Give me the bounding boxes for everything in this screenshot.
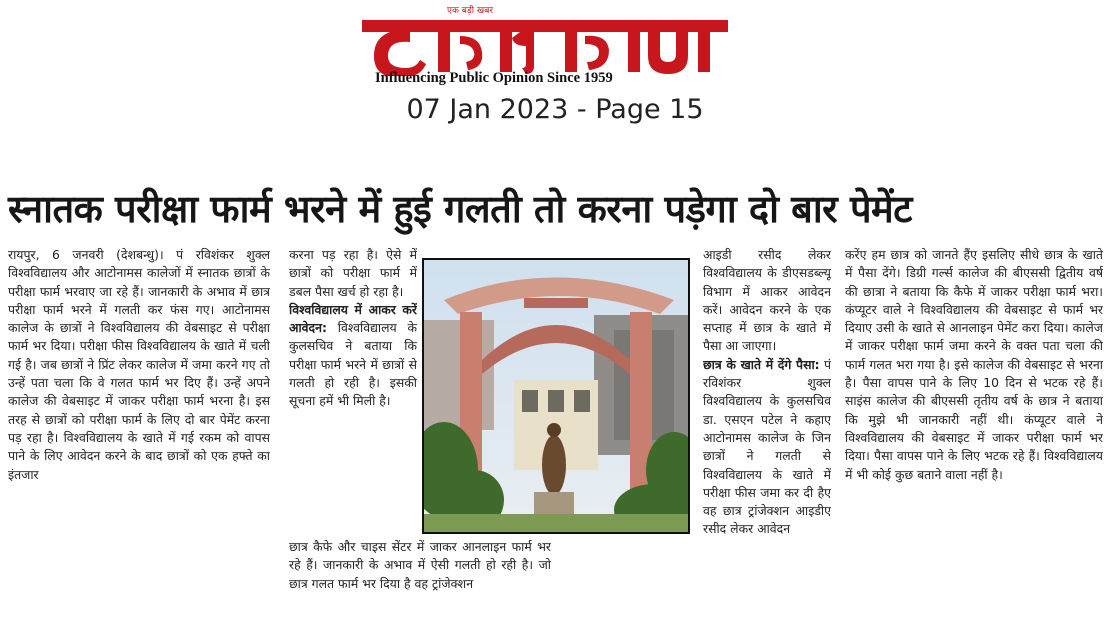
column-3-top-text: आइडी रसीद लेकर विश्वविद्यालय के डीएसडब्ल्यू विभाग में आकर आवेदन करें। आवेदन करने के एक सप्ताह में छात्र के खाते में पैसा आ जाएगा। bbox=[703, 247, 831, 354]
news-photo-university-gate bbox=[422, 258, 690, 534]
issue-date-page: 07 Jan 2023 - Page 15 bbox=[406, 94, 704, 125]
column-2-subhead: विश्वविद्यालय में आकर करें आवेदन: bbox=[289, 301, 417, 336]
column-3-mid-text: पं रविशंकर शुक्ल विश्वविद्यालय के कुलसचिव डा. एसएन पटेल ने कहाए आटोनामस कालेज के जिन छात्रों ने गलती से विश्वविद्यालय के खाते में परीक्षा फीस जमा कर दी हैए वह छात्र ट्रांजेक्शन आइडीए रसीद लेकर आवेदन bbox=[703, 356, 831, 536]
column-2-bottom-text: छात्र कैफे और चाइस सेंटर में जाकर आनलाइन फार्म भर रहे हैं। जानकारी के अभाव में ऐसी गलती हो रही है। जो छात्र गलत फार्म भर दिया है वह ट्रांजेक्शन bbox=[289, 539, 551, 591]
article-column-2-upper bbox=[289, 246, 417, 518]
masthead bbox=[0, 0, 1110, 140]
strapline: Influencing Public Opinion Since 1959 bbox=[375, 70, 613, 86]
column-3-subhead: छात्र के खाते में देंगे पैसा: bbox=[703, 356, 820, 372]
column-2-mid-text: विश्वविद्यालय के कुलसचिव ने बताया कि परीक्षा फार्म भरने में छात्रों से गलती हो रही है। इसकी सूचना हमें भी मिली है। bbox=[289, 320, 417, 409]
column-2-top-text: करना पड़ रहा है। ऐसे में छात्रों को परीक्षा फार्म में डबल पैसा खर्च हो रहा है। bbox=[289, 247, 417, 299]
column-4-text: करेंए हम छात्र को जानते हैंए इसलिए सीधे छात्र के खाते में पैसा देंगे। डिग्री गर्ल्स कालेज की बीएससी द्वितीय वर्ष की छात्रा ने बताया कि कैफे में जाकर परीक्षा फार्म भरा। कंप्यूटर वाले ने विश्वविद्यालय की वेबसाइट से फार्म भर दियाए उसी के खाते से आनलाइन पेमेंट करा दिया। कालेज में जाकर परीक्षा फार्म जमा करने के वक्त पता चला की फार्म गलत भरा गया है। इसे कालेज की वेबसाइट से भरना है। पैसा वापस पाने के लिए 10 दिन से भटक रहे हैं। साइंस कालेज की बीएससी तृतीय वर्ष के छात्र ने बताया कि मुझे भी जानकारी नहीं थी। कंप्यूटर वाले ने विश्वविद्यालय की वेबसाइट में जाकर परीक्षा फार्म भर दिया। पैसा वापस पाने के लिए भटक रहे हैं। विश्वविद्यालय में भी कोई कुछ बताने वाला नहीं है। bbox=[845, 247, 1103, 482]
column-1-text: रायपुर, 6 जनवरी (देशबन्धु)। पं रविशंकर शुक्ल विश्वविद्यालय और आटोनामस कालेजों में स्नातक छात्रों के परीक्षा फार्म भरवाए जा रहे हैं। जानकारी के अभाव में छात्र परीक्षा फार्म भरने में गलती कर फंस गए। आटोनामस कालेज के छात्रों ने विश्वविद्यालय की वेबसाइट से परीक्षा फार्म भर दिया। परीक्षा फीस विश्वविद्यालय के खाते में चली गई है। जब छात्रों ने प्रिंट लेकर कालेज में जमा करने गए तो उन्हें पता चला कि वे गलत फार्म भर दिए हैं। उन्हें अपने कालेज की वेबसाइट में जाकर परीक्षा फार्म भरना है। इस तरह से छात्रों को परीक्षा फार्म के लिए दो बार पेमेंट करना पड़ रहा है। विश्वविद्यालय के खाते में गई रकम को वापस पाने के लिए आवेदन करने के बाद छात्रों को एक हफ्ते का इंतजार bbox=[8, 247, 270, 482]
article-column-1 bbox=[8, 246, 270, 618]
article-column-4 bbox=[845, 246, 1103, 618]
deshbandhu-logo bbox=[360, 6, 730, 76]
small-tagline: एक बड़ी खबर bbox=[447, 6, 494, 16]
article-column-3-upper bbox=[703, 246, 831, 536]
article-column-2-lower bbox=[289, 538, 551, 618]
article-headline: स्नातक परीक्षा फार्म भरने में हुई गलती तो करना पड़ेगा दो बार पेमेंट bbox=[8, 187, 912, 231]
